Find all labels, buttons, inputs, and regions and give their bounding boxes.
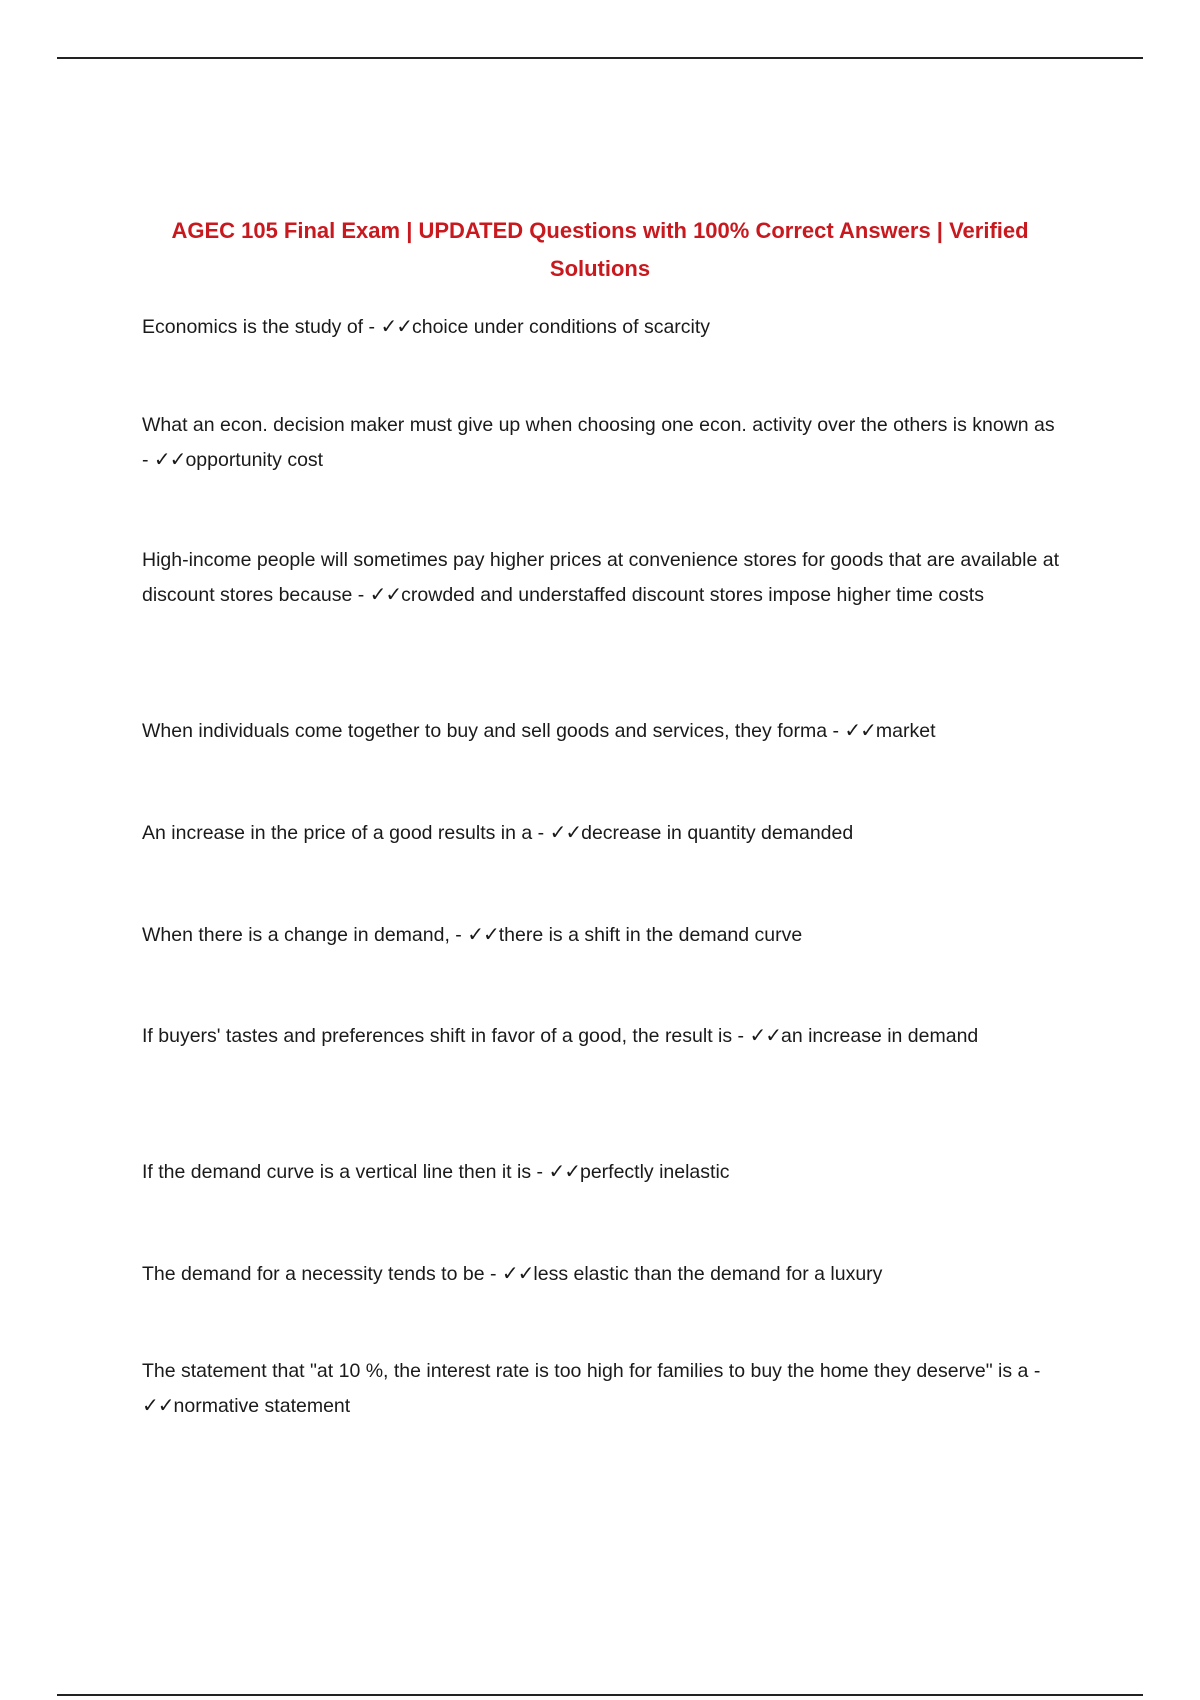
- question-text: The demand for a necessity tends to be: [142, 1263, 485, 1285]
- double-check-icon: ✓✓: [153, 447, 186, 471]
- answer-text: an increase in demand: [780, 1025, 979, 1047]
- question-text: When there is a change in demand,: [142, 924, 450, 946]
- double-check-icon: ✓✓: [467, 922, 499, 946]
- question-text: When individuals come together to buy and sell goods and services, they forma: [142, 720, 828, 742]
- double-check-icon: ✓✓: [548, 1159, 580, 1183]
- qa-item: [142, 543, 1062, 612]
- double-check-icon: ✓✓: [501, 1261, 534, 1285]
- question-text: High-income people will sometimes pay higher prices at convenience stores for goods that are available at discount stores because: [142, 549, 1059, 606]
- answer-text: less elastic than the demand for a luxury: [533, 1263, 883, 1285]
- answer-text: decrease in quantity demanded: [581, 822, 854, 844]
- question-text: Economics is the study of: [142, 316, 364, 338]
- qa-item: [142, 1018, 1062, 1053]
- answer-text: there is a shift in the demand curve: [498, 924, 803, 946]
- separator: -: [1028, 1360, 1041, 1382]
- separator: -: [732, 1025, 750, 1047]
- double-check-icon: ✓✓: [142, 1393, 174, 1417]
- answer-text: choice under conditions of scarcity: [411, 316, 711, 338]
- separator: -: [142, 449, 154, 471]
- separator: -: [532, 822, 550, 844]
- qa-item: [142, 408, 1062, 477]
- separator: -: [484, 1263, 502, 1285]
- double-check-icon: ✓✓: [549, 820, 582, 844]
- question-text: The statement that "at 10 %, the interest rate is too high for families to buy the home they deserve" is a: [142, 1360, 1029, 1382]
- separator: -: [363, 316, 381, 338]
- separator: -: [531, 1161, 549, 1183]
- double-check-icon: ✓✓: [844, 718, 876, 742]
- question-text: What an econ. decision maker must give up when choosing one econ. activity over the others is known as: [142, 414, 1055, 436]
- qa-item: [142, 815, 1062, 850]
- separator: -: [352, 584, 370, 606]
- answer-text: opportunity cost: [185, 449, 324, 471]
- question-text: If the demand curve is a vertical line then it is: [142, 1161, 532, 1183]
- double-check-icon: ✓✓: [749, 1023, 781, 1047]
- answer-text: crowded and understaffed discount stores impose higher time costs: [401, 584, 984, 606]
- qa-item: [142, 713, 1062, 748]
- question-text: If buyers' tastes and preferences shift in favor of a good, the result is: [142, 1025, 733, 1047]
- page-title: AGEC 105 Final Exam | UPDATED Questions with 100% Correct Answers | Verified Solutions: [171, 218, 1029, 281]
- answer-text: market: [875, 720, 936, 742]
- answer-text: normative statement: [173, 1395, 351, 1417]
- bottom-rule: [57, 1694, 1143, 1696]
- qa-item: [142, 309, 1062, 344]
- answer-text: perfectly inelastic: [579, 1161, 730, 1183]
- double-check-icon: ✓✓: [380, 314, 412, 338]
- qa-item: [142, 1354, 1062, 1423]
- question-text: An increase in the price of a good results in a: [142, 822, 533, 844]
- double-check-icon: ✓✓: [369, 582, 402, 606]
- qa-item: [142, 917, 1062, 952]
- top-rule: [57, 57, 1143, 59]
- separator: -: [449, 924, 468, 946]
- separator: -: [827, 720, 845, 742]
- qa-item: [142, 1154, 1062, 1189]
- qa-item: [142, 1256, 1062, 1291]
